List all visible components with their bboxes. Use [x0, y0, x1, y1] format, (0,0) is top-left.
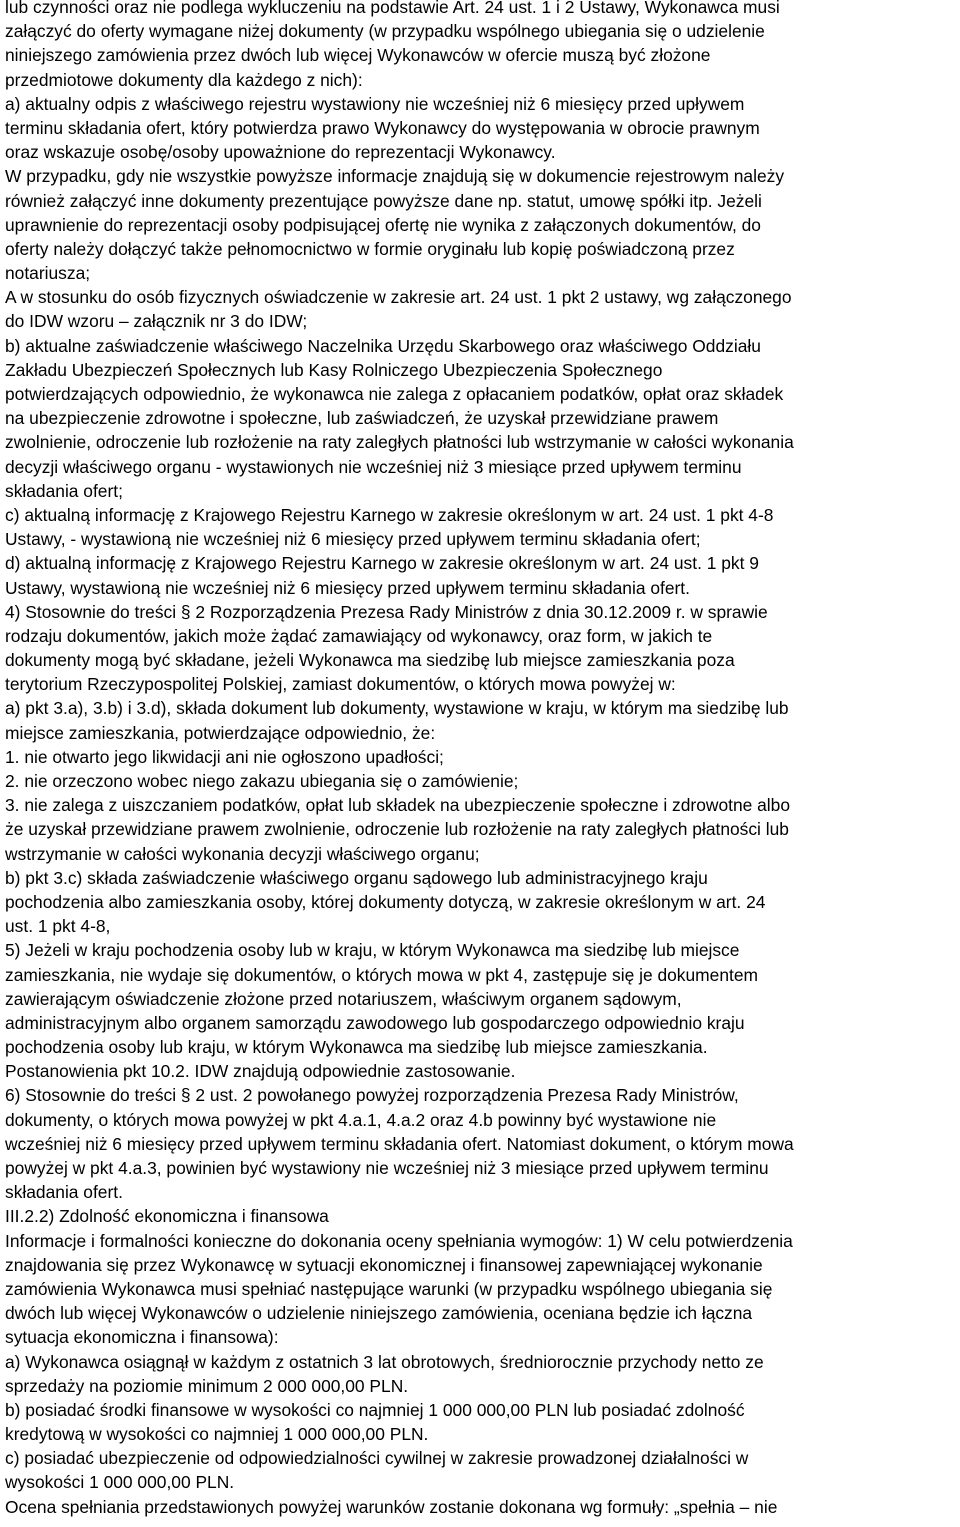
text-line: decyzji właściwego organu - wystawionych nie wcześniej niż 3 miesiące przed upływem terminu: [5, 456, 742, 477]
text-line: znajdowania się przez Wykonawcę w sytuacji ekonomicznej i finansowej zapewniającej wykonanie: [5, 1254, 763, 1275]
text-line: oraz wskazuje osobę/osoby upoważnione do reprezentacji Wykonawcy.: [5, 142, 556, 163]
text-line: pochodzenia albo zamieszkania osoby, której dokumenty dotyczą, w zakresie określonym w art. 24: [5, 891, 766, 912]
text-line: A w stosunku do osób fizycznych oświadczenie w zakresie art. 24 ust. 1 pkt 2 ustawy, wg załączonego: [5, 287, 792, 308]
text-line: miejsce zamieszkania, potwierdzające odpowiednio, że:: [5, 722, 436, 743]
text-line: dokumenty, o których mowa powyżej w pkt 4.a.1, 4.a.2 oraz 4.b powinny być wystawione nie: [5, 1109, 717, 1130]
text-line: c) posiadać ubezpieczenie od odpowiedzialności cywilnej w zakresie prowadzonej działalności w: [5, 1448, 749, 1469]
text-line: do IDW wzoru – załącznik nr 3 do IDW;: [5, 311, 308, 332]
text-line: sytuacja ekonomiczna i finansowa):: [5, 1327, 279, 1348]
text-line: Ustawy, wystawioną nie wcześniej niż 6 miesięcy przed upływem terminu składania ofert.: [5, 577, 690, 598]
text-line: dokumenty mogą być składane, jeżeli Wykonawca ma siedzibę lub miejsce zamieszkania poza: [5, 650, 735, 671]
text-line: pochodzenia osoby lub kraju, w którym Wykonawca ma siedzibę lub miejsce zamieszkania.: [5, 1037, 708, 1058]
text-line: b) posiadać środki finansowe w wysokości co najmniej 1 000 000,00 PLN lub posiadać zdolność: [5, 1399, 745, 1420]
text-line: ust. 1 pkt 4-8,: [5, 916, 111, 937]
text-line: notariusza;: [5, 263, 91, 284]
text-line: sprzedaży na poziomie minimum 2 000 000,00 PLN.: [5, 1375, 409, 1396]
text-line: powyżej w pkt 4.a.3, powinien być wystawiony nie wcześniej niż 3 miesiące przed upływem terminu: [5, 1158, 769, 1178]
text-line: a) aktualny odpis z właściwego rejestru wystawiony nie wcześniej niż 6 miesięcy przed upływem: [5, 93, 745, 114]
text-line: przedmiotowe dokumenty dla każdego z nich):: [5, 69, 363, 90]
text-line: 3. nie zalega z uiszczaniem podatków, opłat lub składek na ubezpieczenie społeczne i zdrowotne albo: [5, 795, 790, 816]
text-line: W przypadku, gdy nie wszystkie powyższe informacje znajdują się w dokumencie rejestrowym należy: [5, 166, 785, 187]
text-line: wysokości 1 000 000,00 PLN.: [5, 1472, 235, 1493]
text-line: b) aktualne zaświadczenie właściwego Naczelnika Urzędu Skarbowego oraz właściwego Oddziału: [5, 335, 761, 356]
text-line: również załączyć inne dokumenty prezentujące powyższe dane np. statut, umowę spółki itp. Jeżeli: [5, 190, 762, 211]
text-line: c) aktualną informację z Krajowego Rejestru Karnego w zakresie określonym w art. 24 ust. 1 pkt 4-8: [5, 504, 774, 525]
text-line: zamówienia Wykonawca musi spełniać następujące warunki (w przypadku wspólnego ubiegania się: [5, 1278, 773, 1299]
text-line: Informacje i formalności konieczne do dokonania oceny spełniania wymogów: 1) W celu potwierdzenia: [5, 1230, 793, 1251]
text-line: 2. nie orzeczono wobec niego zakazu ubiegania się o zamówienie;: [5, 771, 519, 791]
text-line: dwóch lub więcej Wykonawców o udzielenie niniejszego zamówienia, oceniana będzie ich łączna: [5, 1303, 753, 1324]
text-line: zwolnienie, odroczenie lub rozłożenie na raty zaległych płatności lub wstrzymanie w całości wykonania: [5, 432, 794, 453]
text-line: Ustawy, - wystawioną nie wcześniej niż 6 miesięcy przed upływem terminu składania ofert;: [5, 529, 701, 550]
text-line: Postanowienia pkt 10.2. IDW znajdują odpowiednie zastosowanie.: [5, 1061, 516, 1082]
text-line: składania ofert;: [5, 480, 123, 501]
text-line: składania ofert.: [5, 1182, 123, 1203]
text-line: terminu składania ofert, który potwierdza prawo Wykonawcy do występowania w obrocie prawnym: [5, 117, 760, 138]
text-line: na ubezpieczenie zdrowotne i społeczne, lub zaświadczeń, że uzyskał przewidziane prawem: [5, 408, 719, 429]
text-line: 1. nie otwarto jego likwidacji ani nie ogłoszono upadłości;: [5, 746, 444, 767]
text-line: 5) Jeżeli w kraju pochodzenia osoby lub w kraju, w którym Wykonawca ma siedzibę lub miejsce: [5, 940, 740, 961]
text-line: 4) Stosownie do treści § 2 Rozporządzenia Prezesa Rady Ministrów z dnia 30.12.2009 r. w sprawie: [5, 601, 768, 622]
text-line: wcześniej niż 6 miesięcy przed upływem terminu składania ofert. Natomiast dokument, o którym mowa: [5, 1133, 794, 1154]
text-line: wstrzymanie w całości wykonania decyzji właściwego organu;: [5, 843, 480, 864]
text-line: a) Wykonawca osiągnął w każdym z ostatnich 3 lat obrotowych, średniorocznie przychody netto ze: [5, 1351, 764, 1372]
text-line: b) pkt 3.c) składa zaświadczenie właściwego organu sądowego lub administracyjnego kraju: [5, 867, 708, 888]
text-line: Ocena spełniania przedstawionych powyżej warunków zostanie dokonana wg formuły: „spełnia – nie: [5, 1496, 778, 1517]
text-line: niniejszego zamówienia przez dwóch lub więcej Wykonawców w ofercie muszą być złożone: [5, 45, 711, 66]
text-line: zamieszkania, nie wydaje się dokumentów, o których mowa w pkt 4, zastępuje się je dokumentem: [5, 964, 758, 985]
text-line: zawierającym oświadczenie złożone przed notariuszem, właściwym organem sądowym,: [5, 988, 682, 1009]
text-line: załączyć do oferty wymagane niżej dokumenty (w przypadku wspólnego ubiegania się o udzielenie: [5, 21, 765, 42]
text-line: oferty należy dołączyć także pełnomocnictwo w formie oryginału lub kopię poświadczoną przez: [5, 238, 735, 259]
text-line: rodzaju dokumentów, jakich może żądać zamawiający od wykonawcy, oraz form, w jakich te: [5, 625, 713, 646]
text-line: administracyjnym albo organem samorządu zawodowego lub gospodarczego odpowiednio kraju: [5, 1012, 745, 1033]
text-line: uprawnienie do reprezentacji osoby podpisującej ofertę nie wynika z załączonych dokumentów, do: [5, 214, 761, 235]
text-line: a) pkt 3.a), 3.b) i 3.d), składa dokument lub dokumenty, wystawione w kraju, w którym ma siedzibę lub: [5, 698, 789, 719]
text-line: lub czynności oraz nie podlega wykluczeniu na podstawie Art. 24 ust. 1 i 2 Ustawy, Wykonawca musi: [5, 0, 780, 17]
text-line: kredytową w wysokości co najmniej 1 000 000,00 PLN.: [5, 1424, 429, 1445]
text-line: potwierdzających odpowiednio, że wykonawca nie zalega z opłacaniem podatków, opłat oraz składek: [5, 384, 784, 404]
text-line: 6) Stosownie do treści § 2 ust. 2 powołanego powyżej rozporządzenia Prezesa Rady Ministrów,: [5, 1085, 739, 1106]
section-heading: III.2.2) Zdolność ekonomiczna i finansowa: [5, 1206, 329, 1227]
text-line: że uzyskał przewidziane prawem zwolnienie, odroczenie lub rozłożenie na raty zaległych płatności lub: [5, 819, 789, 840]
text-line: Zakładu Ubezpieczeń Społecznych lub Kasy Rolniczego Ubezpieczenia Społecznego: [5, 359, 663, 380]
document-text: [5, 0, 957, 1519]
text-line: terytorium Rzeczypospolitej Polskiej, zamiast dokumentów, o których mowa powyżej w:: [5, 674, 676, 695]
text-line: d) aktualną informację z Krajowego Rejestru Karnego w zakresie określonym w art. 24 ust. 1 pkt 9: [5, 553, 759, 574]
